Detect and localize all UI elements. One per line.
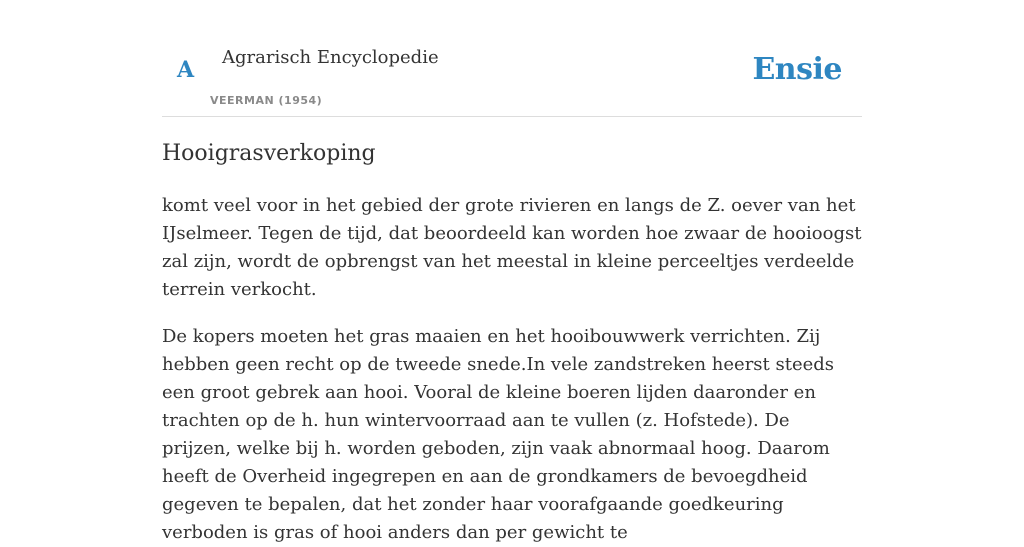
ensie-brand-link[interactable]: Ensie [752, 52, 842, 87]
article-title: Hooigrasverkoping [162, 141, 376, 166]
book-title: Agrarisch Encyclopedie [222, 47, 439, 68]
article [162, 138, 862, 547]
book-logo-link[interactable]: A [177, 57, 195, 83]
book-subtitle: VEERMAN (1954) [210, 94, 323, 107]
article-paragraph-2: De kopers moeten het gras maaien en het hooibouwwerk verrichten. Zij hebben geen recht op de tweede snede.In vele zandstreken heerst steeds een groot gebrek aan hooi. Vooral de kleine boeren lijden daaronder en trachten op de h. hun wintervoorraad aan te vullen (z. Hofstede). De prijzen, welke bij h. worden geboden, zijn vaak abnormaal hoog. Daarom heeft de Overheid ingegrepen en aan de grondkamers de bevoegdheid gegeven te bepalen, dat het zonder haar voorafgaande goedkeuring verboden is gras of hooi anders dan per gewicht te [162, 326, 835, 543]
article-paragraph-1: komt veel voor in het gebied der grote rivieren en langs de Z. oever van het IJselmeer. Tegen de tijd, dat beoordeeld kan worden hoe zwaar de hooioogst zal zijn, wordt de opbrengst van het meestal in kleine perceeltjes verdeelde terrein verkocht. [162, 195, 862, 300]
book-header [162, 0, 862, 117]
